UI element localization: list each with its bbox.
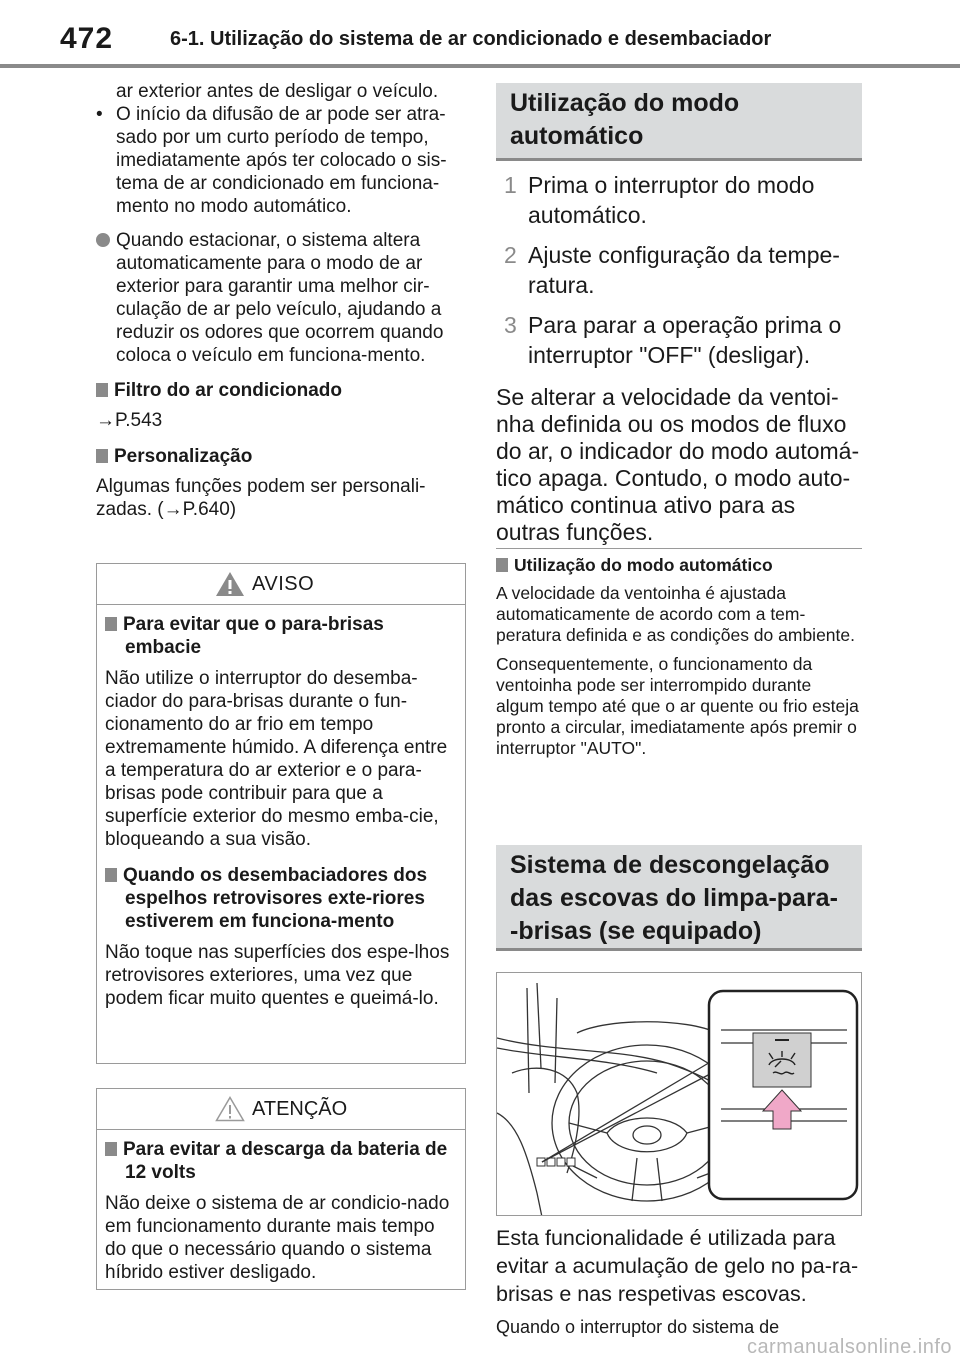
caution-body [97,1130,465,1284]
caution-header [97,1089,465,1130]
warning-body [97,605,465,1010]
warning-box [96,563,466,1064]
caution-heading [105,1138,455,1184]
defrost-heading-line1: Sistema de descongelação [510,851,830,879]
header-rule [0,64,960,68]
dashboard-drawing [497,973,862,1216]
caution-heading-text: Para evitar a descarga da bateria de 12 volts [123,1139,448,1183]
circle-item [96,229,466,367]
step-1 [496,170,862,230]
auto-sub-section [496,555,862,759]
auto-mode-heading-line1: Utilização do modo [510,89,740,117]
page-number: 472 [60,22,114,55]
square-bullet-icon [105,868,117,882]
warning-triangle-icon [215,571,245,597]
square-bullet-icon [105,617,117,631]
section-title: 6-1. Utilização do sistema de ar condicionado e desembaciador [170,28,772,50]
warning-title: AVISO [252,573,315,595]
defrost-heading-line3: -brisas (se equipado) [510,917,762,945]
custom-heading [96,445,466,468]
square-bullet-icon [96,383,108,397]
auto-mode-heading [496,83,862,161]
warning-text-1: Não utilize o interruptor do desemba-ciador do para-brisas durante o fun-cionamento do ar frio em tempo extremamente húmido. A diferença entre a temperatura do ar exterior e o para-brisas pode contribuir para que a superfície exterior do mesmo emba-cie, bloqueando a sua visão. [105,668,448,850]
step-number: 2 [504,242,517,268]
defrost-heading-line2: das escovas do limpa-para- [510,884,838,912]
warning-heading-1-text: Para evitar que o para-brisas embacie [123,614,384,658]
filter-heading-text: Filtro do ar condicionado [114,380,342,401]
divider [496,548,862,549]
step-text: Prima o interruptor do modo automático. [528,172,815,228]
caution-box [96,1088,466,1290]
defrost-paragraph: Esta funcionalidade é utilizada para evitar a acumulação de gelo no pa-ra-brisas e nas respetivas escovas. [496,1226,859,1306]
square-bullet-icon [96,449,108,463]
bullet-dot: • [96,104,103,125]
warning-text-2: Não toque nas superfícies dos espe-lhos retrovisores exteriores, uma vez que podem ficar muito quentes e queimá-lo. [105,942,450,1009]
caution-triangle-icon [215,1096,245,1122]
step-number: 1 [504,172,517,198]
warning-header [97,564,465,605]
caution-text: Não deixe o sistema de ar condicio-nado em funcionamento durante mais tempo do que o necessário quando o sistema híbrido estiver desligado. [105,1193,450,1283]
wiper-deicer-illustration [496,972,862,1216]
caution-title: ATENÇÃO [252,1098,348,1120]
auto-sub-text-2: Consequentemente, o funcionamento da ventoinha pode ser interrompido durante algum tempo até que o ar quente ou frio esteja pronto a circular, imediatamente após premir o interruptor "AUTO". [496,654,859,758]
filter-ref: →P.543 [96,410,163,431]
step-2 [496,240,862,300]
bullet-text: O início da difusão de ar pode ser atra-sado por um curto período de tempo, imediatamente após ter colocado o sis-tema de ar condicionado em funciona-mento no modo automático. [116,104,447,217]
circle-item-text: Quando estacionar, o sistema altera automaticamente para o modo de ar exterior para garantir uma melhor cir-culação de ar pelo veículo, ajudando a reduzir os odores que ocorrem quando coloca o veículo em funciona-mento. [116,230,444,366]
auto-sub-heading-text: Utilização do modo automático [514,555,773,575]
filter-heading [96,379,466,402]
steps-list [496,170,862,546]
continued-text: ar exterior antes de desligar o veículo. [116,81,439,102]
auto-mode-heading-line2: automático [510,122,644,150]
custom-text: Algumas funções podem ser personali-zadas. (→P.640) [96,476,426,520]
square-bullet-icon [105,1142,117,1156]
warning-heading-2 [105,864,455,933]
step-text: Para parar a operação prima o interruptor "OFF" (desligar). [528,312,842,368]
step-text: Ajuste configuração da tempe-ratura. [528,242,840,298]
step-number: 3 [504,312,517,338]
warning-heading-2-text: Quando os desembaciadores dos espelhos retrovisores exte-riores estiverem em funciona-mento [123,865,428,932]
auto-mode-paragraph: Se alterar a velocidade da ventoi-nha definida ou os modos de fluxo do ar, o indicador do modo automá-tico apaga. Contudo, o modo auto-mático continua ativo para as outras funções. [496,384,860,545]
defrost-heading [496,845,862,951]
watermark: carmanualsonline.info [746,1336,952,1358]
defrost-continued: Quando o interruptor do sistema de [496,1317,780,1337]
step-3 [496,310,862,370]
warning-heading-1 [105,613,455,659]
square-bullet-icon [496,558,508,572]
circle-bullet-icon [96,233,110,247]
bullet-item [96,103,466,218]
left-intro [96,80,466,521]
auto-sub-heading [496,555,862,576]
custom-heading-text: Personalização [114,446,253,467]
auto-sub-text-1: A velocidade da ventoinha é ajustada automaticamente de acordo com a tem-peratura definida e as condições do ambiente. [496,583,855,645]
